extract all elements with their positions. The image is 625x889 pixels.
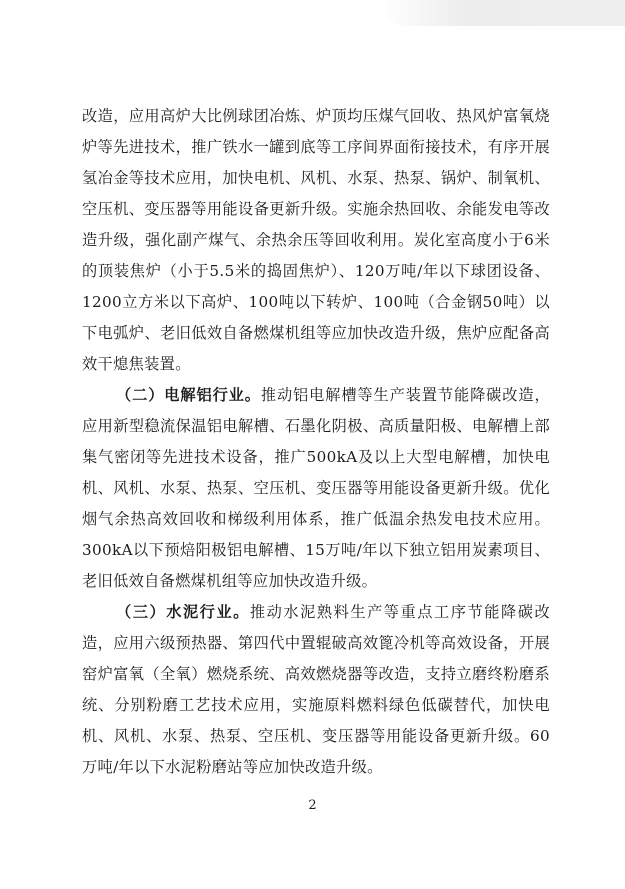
page-corner-shadow [380,0,625,26]
section-heading-aluminum: （二）电解铝行业。 [116,386,261,404]
page-number: 2 [308,798,317,813]
paragraph-text: 推动水泥熟料生产等重点工序节能降碳改造，应用六级预热器、第四代中置辊破高效篦冷机等高效设备，开展窑炉富氧（全氧）燃烧系统、高效燃烧器等改造，支持立磨终粉磨系统、分别粉磨工艺技术应用，实施原料燃料绿色低碳替代，加快电机、风机、水泵、热泵、空压机、变压器等用能设备更新升级。60万吨/年以下水泥粉磨站等应加快改造升级。 [82,603,550,776]
section-heading-cement: （三）水泥行业。 [116,603,250,621]
document-body [82,101,550,783]
paragraph-cement [82,597,550,783]
paragraph-steel-continued [82,101,550,380]
paragraph-text: 推动铝电解槽等生产装置节能降碳改造，应用新型稳流保温铝电解槽、石墨化阴极、高质量阳极、电解槽上部集气密闭等先进技术设备，推广500kA及以上大型电解槽，加快电机、风机、水泵、热泵、空压机、变压器等用能设备更新升级。优化烟气余热高效回收和梯级利用体系，推广低温余热发电技术应用。300kA以下预焙阳极铝电解槽、15万吨/年以下独立铝用炭素项目、老旧低效自备燃煤机组等应加快改造升级。 [82,386,550,590]
paragraph-aluminum [82,380,550,597]
paragraph-text: 改造，应用高炉大比例球团冶炼、炉顶均压煤气回收、热风炉富氧烧炉等先进技术，推广铁水一罐到底等工序间界面衔接技术，有序开展氢冶金等技术应用，加快电机、风机、水泵、热泵、锅炉、制氧机、空压机、变压器等用能设备更新升级。实施余热回收、余能发电等改造升级，强化副产煤气、余热余压等回收利用。炭化室高度小于6米的顶装焦炉（小于5.5米的捣固焦炉）、120万吨/年以下球团设备、1200立方米以下高炉、100吨以下转炉、100吨（合金钢50吨）以下电弧炉、老旧低效自备燃煤机组等应加快改造升级，焦炉应配备高效干熄焦装置。 [82,107,550,373]
